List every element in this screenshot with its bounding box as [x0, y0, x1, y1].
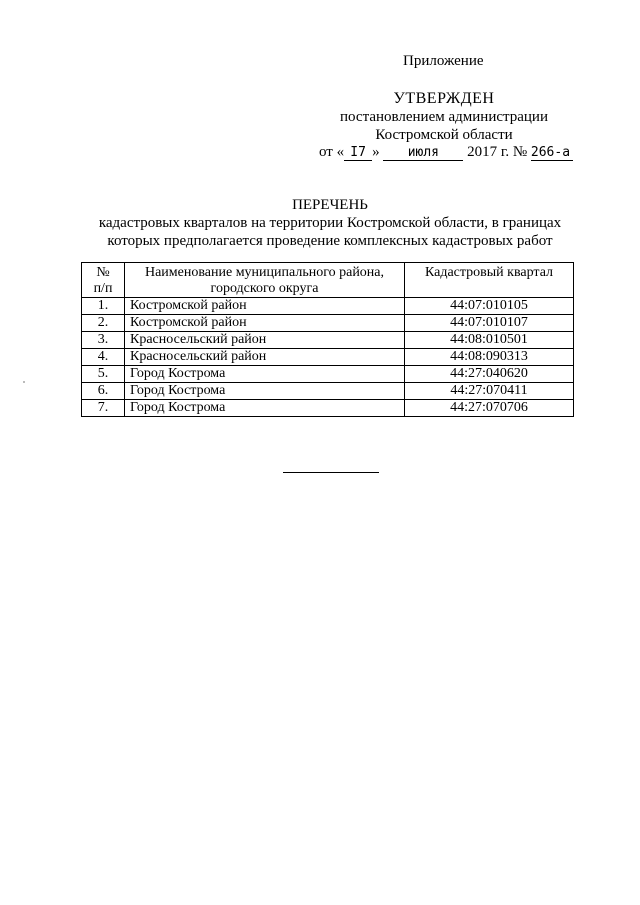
header-district-line1: Наименование муниципального района,	[144, 265, 385, 280]
row-district: Красносельский район	[125, 349, 405, 366]
approval-date-line	[319, 144, 573, 161]
header-district	[125, 263, 405, 298]
date-year: 2017 г. №	[467, 144, 528, 160]
row-number: 4.	[82, 349, 125, 366]
cadastral-quarters-table	[81, 262, 574, 417]
scan-speck	[23, 381, 25, 383]
date-prefix: от «	[319, 144, 345, 160]
row-number: 5.	[82, 366, 125, 383]
header-number	[82, 263, 125, 298]
date-day: I7	[344, 145, 372, 161]
row-quarter: 44:27:040620	[405, 366, 574, 383]
row-quarter: 44:08:090313	[405, 349, 574, 366]
table-row	[82, 400, 574, 417]
date-month: июля	[383, 145, 463, 161]
date-mid: »	[372, 144, 380, 160]
row-quarter: 44:07:010107	[405, 315, 574, 332]
approval-line-resolution: постановлением администрации	[340, 109, 548, 125]
table-row	[82, 349, 574, 366]
approval-block	[300, 90, 588, 144]
row-quarter: 44:27:070411	[405, 383, 574, 400]
row-district: Красносельский район	[125, 332, 405, 349]
list-subtitle-line2: которых предполагается проведение комплексных кадастровых работ	[107, 233, 553, 249]
table-row	[82, 366, 574, 383]
row-quarter: 44:27:070706	[405, 400, 574, 417]
row-district: Город Кострома	[125, 366, 405, 383]
header-number-line1: №	[96, 265, 110, 280]
row-district: Город Кострома	[125, 400, 405, 417]
row-district: Костромской район	[125, 298, 405, 315]
row-number: 3.	[82, 332, 125, 349]
document-number: 266-а	[531, 145, 573, 161]
row-number: 1.	[82, 298, 125, 315]
row-number: 6.	[82, 383, 125, 400]
header-quarter: Кадастровый квартал	[405, 263, 574, 298]
approval-line-region: Костромской области	[375, 127, 513, 143]
table-row	[82, 315, 574, 332]
row-number: 2.	[82, 315, 125, 332]
table-row	[82, 383, 574, 400]
approved-heading: УТВЕРЖДЕН	[393, 90, 495, 107]
row-district: Костромской район	[125, 315, 405, 332]
header-number-line2: п/п	[93, 281, 113, 296]
row-number: 7.	[82, 400, 125, 417]
appendix-label: Приложение	[403, 53, 484, 69]
table-row	[82, 298, 574, 315]
row-quarter: 44:07:010105	[405, 298, 574, 315]
list-title-block	[80, 196, 580, 250]
header-district-line2: городского округа	[210, 281, 319, 296]
row-quarter: 44:08:010501	[405, 332, 574, 349]
end-of-list-divider	[283, 472, 379, 473]
row-district: Город Кострома	[125, 383, 405, 400]
table-header-row	[82, 263, 574, 298]
table-row	[82, 332, 574, 349]
list-subtitle-line1: кадастровых кварталов на территории Костромской области, в границах	[98, 215, 562, 231]
list-title: ПЕРЕЧЕНЬ	[292, 197, 368, 213]
